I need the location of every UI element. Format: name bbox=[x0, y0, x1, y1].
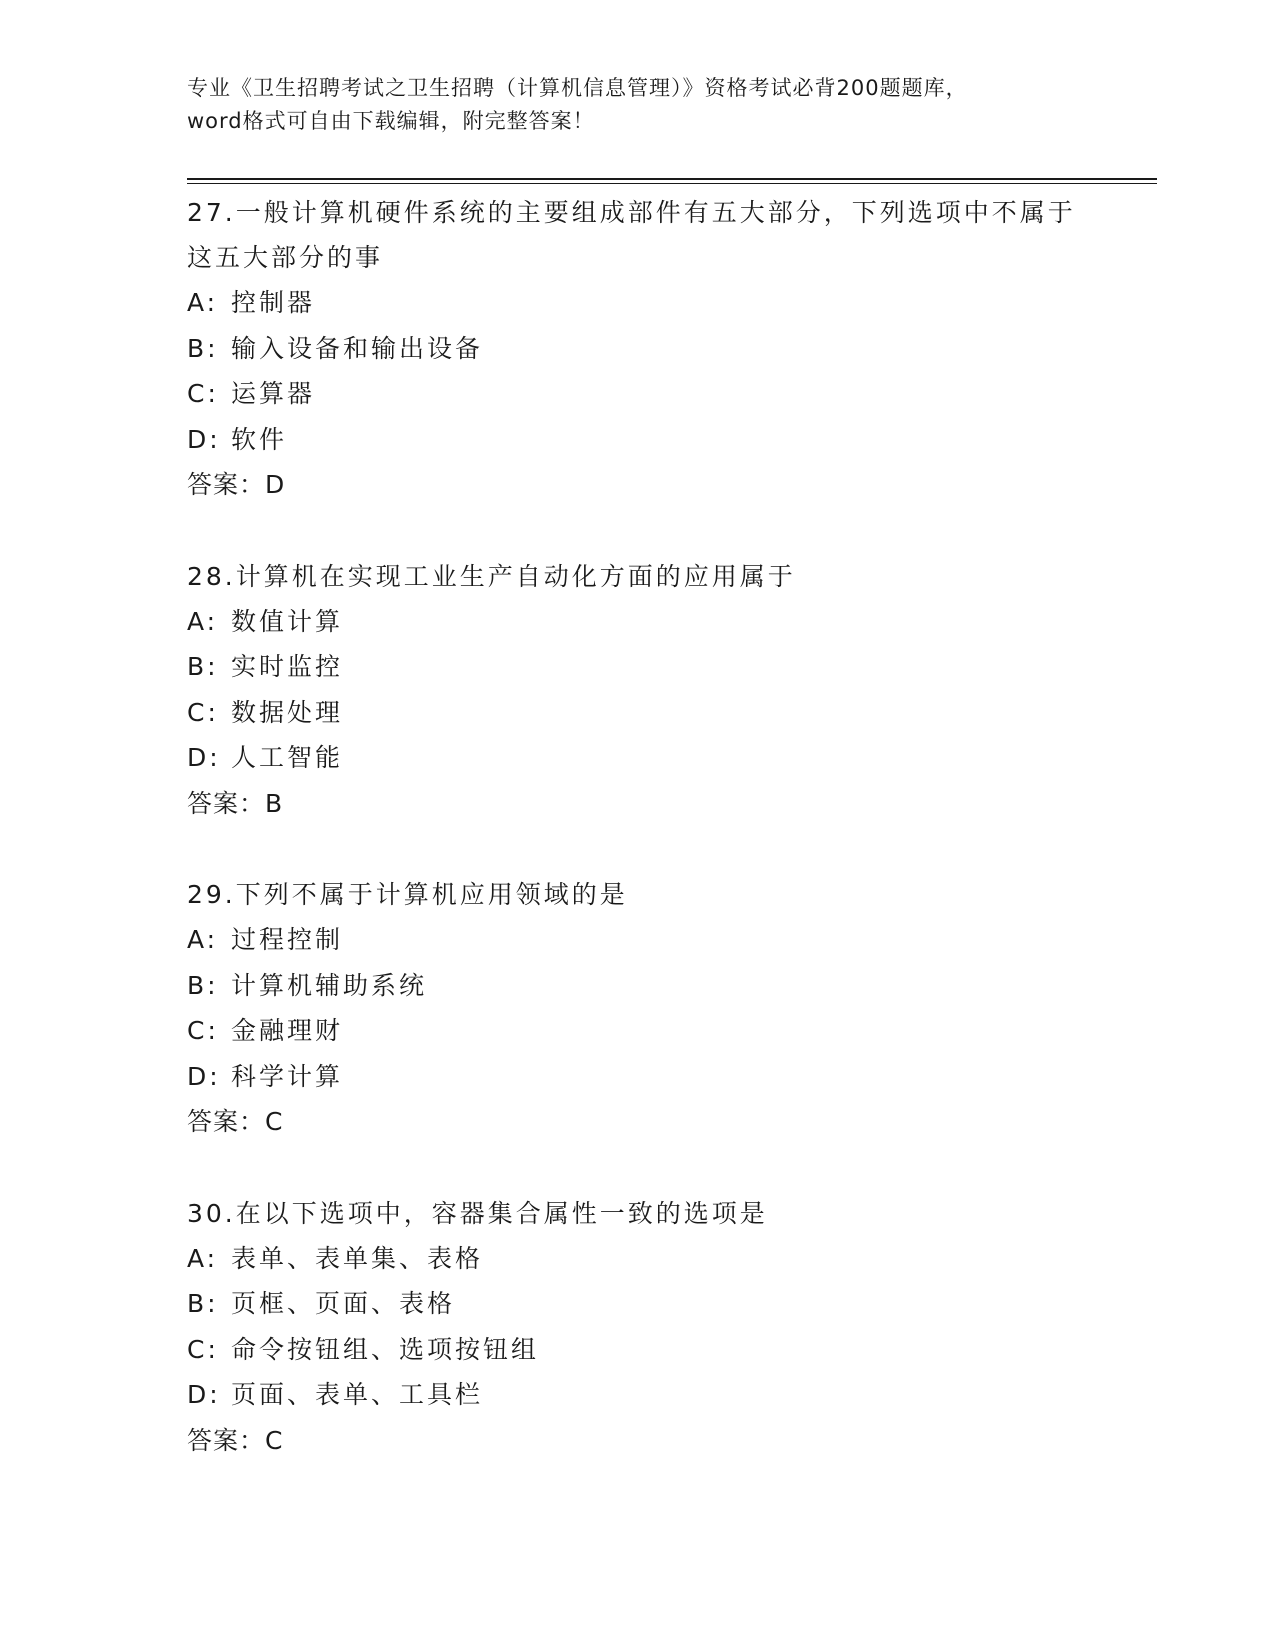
answer-text: 答案：D bbox=[187, 470, 286, 499]
option-key: A: bbox=[187, 288, 219, 317]
option-label: 页框、页面、表格 bbox=[231, 1289, 456, 1318]
header-line-2: word格式可自由下载编辑，附完整答案！ bbox=[187, 109, 595, 133]
option-c bbox=[187, 371, 1087, 417]
option-key: C: bbox=[187, 697, 219, 727]
option-key: C: bbox=[187, 1334, 219, 1364]
option-a bbox=[187, 599, 1087, 645]
question-text: 29.下列不属于计算机应用领域的是 bbox=[187, 880, 628, 909]
header-line-1: 专业《卫生招聘考试之卫生招聘（计算机信息管理）》资格考试必背200题题库， bbox=[187, 76, 968, 100]
answer-text: 答案：C bbox=[187, 1107, 284, 1136]
question-list bbox=[187, 190, 1087, 1509]
option-label: 输入设备和输出设备 bbox=[231, 333, 484, 363]
option-key: D: bbox=[187, 1380, 221, 1409]
option-key: A: bbox=[187, 1243, 219, 1273]
option-a bbox=[187, 1236, 1087, 1282]
answer-text: 答案：C bbox=[187, 1425, 284, 1455]
option-c bbox=[187, 1327, 1087, 1373]
option-d bbox=[187, 1054, 1087, 1100]
option-c bbox=[187, 1008, 1087, 1054]
option-key: D: bbox=[187, 1061, 221, 1091]
question-27 bbox=[187, 190, 1087, 508]
option-label: 科学计算 bbox=[231, 1061, 344, 1091]
option-label: 过程控制 bbox=[231, 925, 344, 954]
option-label: 运算器 bbox=[231, 379, 316, 408]
option-key: A: bbox=[187, 606, 219, 636]
header-divider-thick bbox=[187, 178, 1157, 180]
option-label: 人工智能 bbox=[231, 743, 344, 772]
option-key: B: bbox=[187, 970, 219, 1000]
option-a bbox=[187, 917, 1087, 963]
option-label: 命令按钮组、选项按钮组 bbox=[231, 1334, 540, 1364]
question-29 bbox=[187, 872, 1087, 1145]
option-label: 软件 bbox=[231, 424, 288, 454]
option-key: B: bbox=[187, 652, 219, 681]
option-label: 数值计算 bbox=[231, 606, 344, 636]
option-key: C: bbox=[187, 1016, 219, 1045]
option-label: 表单、表单集、表格 bbox=[231, 1243, 484, 1273]
option-b bbox=[187, 963, 1087, 1009]
answer-text: 答案：B bbox=[187, 788, 284, 818]
option-label: 数据处理 bbox=[231, 697, 344, 727]
option-key: D: bbox=[187, 743, 221, 772]
question-28 bbox=[187, 554, 1087, 827]
option-key: B: bbox=[187, 1289, 219, 1318]
question-text: 30.在以下选项中，容器集合属性一致的选项是 bbox=[187, 1198, 768, 1228]
option-d bbox=[187, 735, 1087, 781]
option-key: C: bbox=[187, 379, 219, 408]
option-a bbox=[187, 280, 1087, 326]
option-label: 实时监控 bbox=[231, 652, 344, 681]
option-label: 页面、表单、工具栏 bbox=[231, 1380, 484, 1409]
option-d bbox=[187, 1372, 1087, 1418]
option-b bbox=[187, 326, 1087, 372]
option-key: D: bbox=[187, 424, 221, 454]
question-text: 27.一般计算机硬件系统的主要组成部件有五大部分，下列选项中不属于这五大部分的事 bbox=[187, 198, 1076, 272]
header-divider-thin bbox=[187, 183, 1157, 184]
option-c bbox=[187, 690, 1087, 736]
option-label: 计算机辅助系统 bbox=[231, 970, 428, 1000]
option-label: 控制器 bbox=[231, 288, 316, 317]
question-text: 28.计算机在实现工业生产自动化方面的应用属于 bbox=[187, 561, 796, 591]
option-key: B: bbox=[187, 333, 219, 363]
option-b bbox=[187, 644, 1087, 690]
option-label: 金融理财 bbox=[231, 1016, 344, 1045]
document-header bbox=[187, 72, 1087, 138]
option-b bbox=[187, 1281, 1087, 1327]
question-30 bbox=[187, 1191, 1087, 1464]
option-key: A: bbox=[187, 925, 219, 954]
option-d bbox=[187, 417, 1087, 463]
